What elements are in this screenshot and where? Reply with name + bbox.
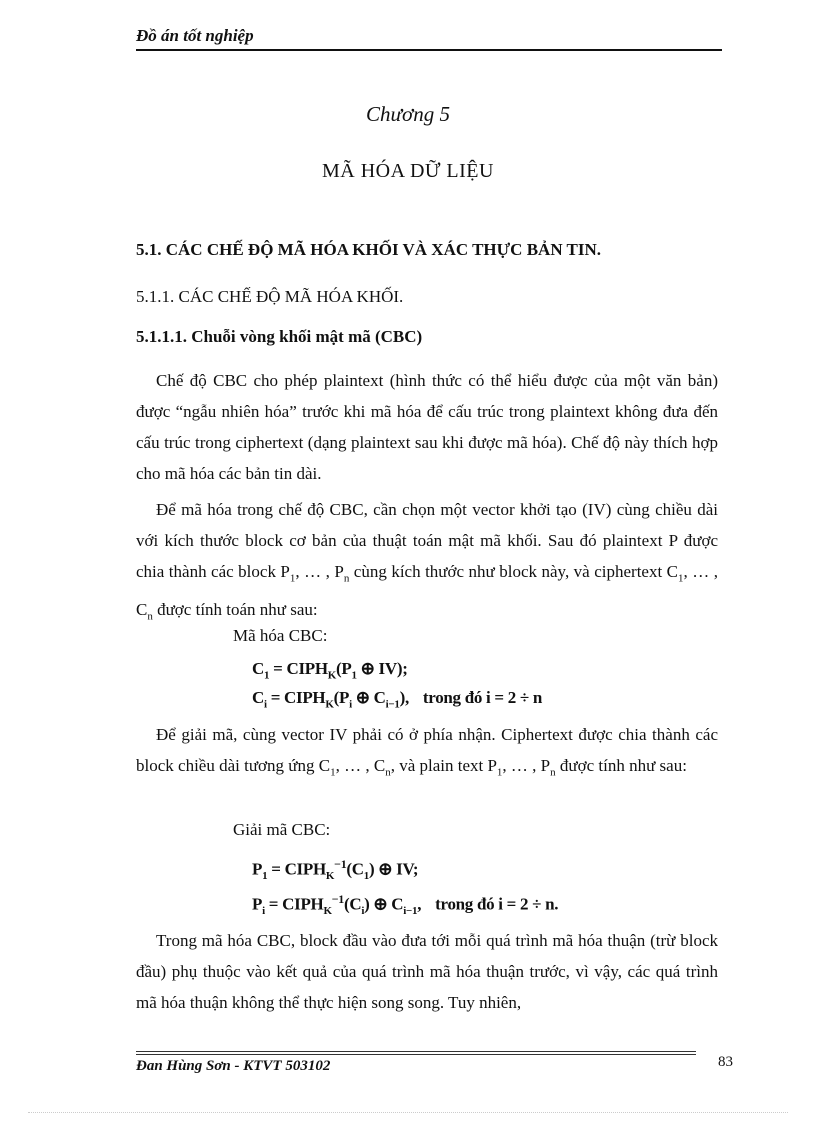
paragraph-cbc-decrypt: Để giải mã, cùng vector IV phải có ở phía nhận. Ciphertext được chia thành các block chiều dài tương ứng $C_1$, … , $C_n$, và plain text $P_1$, … , $P_n$ được tính như sau: bbox=[136, 725, 718, 779]
paragraph-cbc-note: Trong mã hóa CBC, block đầu vào đưa tới mỗi quá trình mã hóa thuận (trừ block đầu) phụ thuộc vào kết quả của quá trình mã hóa thuận trước, vì vậy, các quá trình mã hóa thuận không thể thực hiện song song. Tuy nhiên, bbox=[136, 931, 718, 1012]
paragraph-cbc-encrypt: Để mã hóa trong chế độ CBC, cần chọn một vector khởi tạo (IV) cùng chiều dài với kích thước block cơ bản của thuật toán mật mã khối. Sau đó plaintext P được chia thành các block $P_1$, … , $P_n$ cùng kích thước như block này, và ciphertext $C_1$, … , $C_n$ được tính toán như sau: bbox=[136, 500, 718, 623]
paragraph-intro: Chế độ CBC cho phép plaintext (hình thức có thể hiểu được của một văn bản) được “ngẫu nhiên hóa” trước khi mã hóa để cấu trúc trong plaintext không đưa đến cấu trúc trong ciphertext (dạng plaintext sau khi được mã hóa). Chế độ này thích hợp cho mã hóa các bản tin dài. bbox=[136, 371, 718, 483]
decryption-label: Giải mã CBC: bbox=[233, 820, 331, 839]
footer-rule bbox=[136, 1051, 696, 1052]
chapter-title: MÃ HÓA DỮ LIỆU bbox=[322, 160, 494, 182]
page-bottom-border bbox=[28, 1112, 788, 1113]
encryption-label: Mã hóa CBC: bbox=[233, 626, 328, 645]
section-heading: 5.1. CÁC CHẾ ĐỘ MÃ HÓA KHỐI VÀ XÁC THỰC BẢN TIN. bbox=[136, 240, 602, 259]
decryption-formula-2: $P_i$ = $CIPH_K^{-1}(C_i)$ ⊕ $C_{i-1}$, trong đó i = 2 ÷ n. bbox=[252, 892, 559, 918]
header-title: Đồ án tốt nghiệp bbox=[136, 26, 254, 45]
subsubsection-heading: 5.1.1.1. Chuỗi vòng khối mật mã (CBC) bbox=[136, 327, 423, 346]
encryption-formula-1: $C_1$ = $CIPH_K(P_1$ ⊕ IV); bbox=[252, 659, 408, 682]
footer-author: Đan Hùng Sơn - KTVT 503102 bbox=[136, 1058, 331, 1074]
page-number: 83 bbox=[718, 1054, 733, 1070]
decryption-formula-1: $P_1$ = $CIPH_K^{-1}(C_1)$ ⊕ IV; bbox=[252, 857, 419, 883]
header-rule bbox=[136, 49, 722, 51]
footer-rule bbox=[136, 1054, 696, 1055]
encryption-formula-2: $C_i$ = $CIPH_K(P_i$ ⊕ $C_{i-1}$), trong đó i = 2 ÷ n bbox=[252, 688, 543, 711]
subsection-heading: 5.1.1. CÁC CHẾ ĐỘ MÃ HÓA KHỐI. bbox=[136, 287, 404, 306]
chapter-label: Chương 5 bbox=[366, 102, 450, 126]
